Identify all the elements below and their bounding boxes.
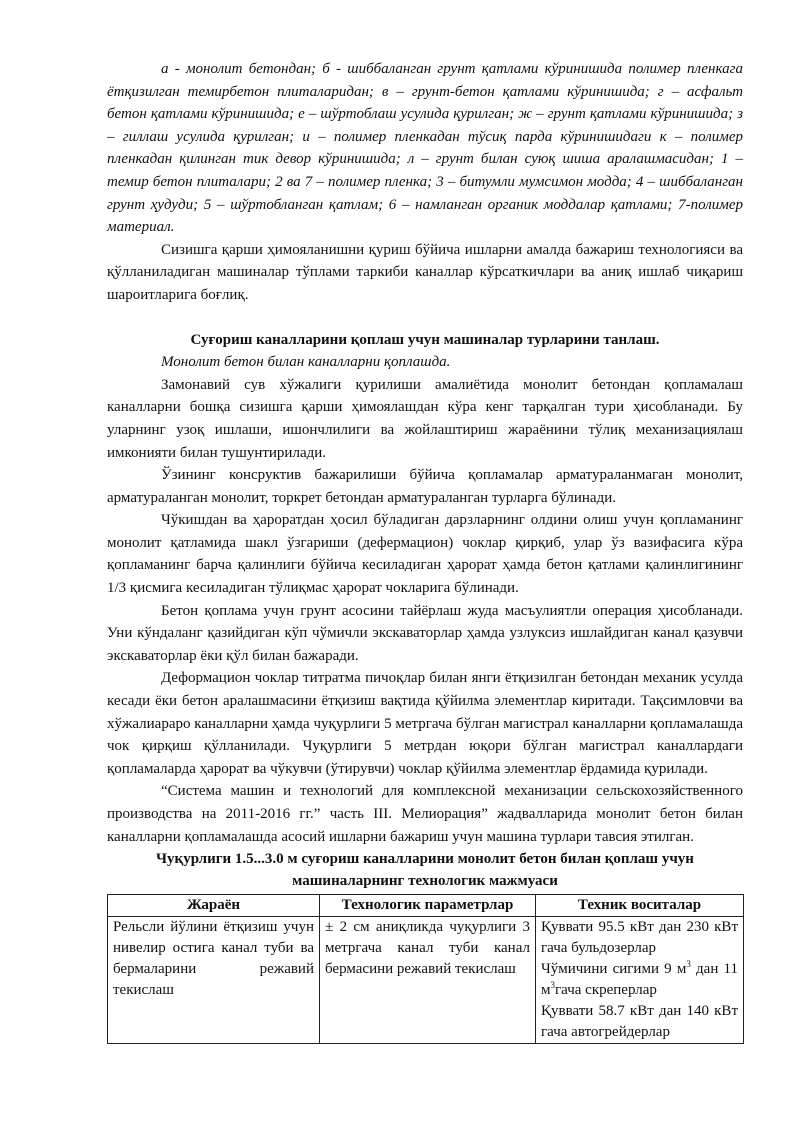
header-tools: Техник воситалар bbox=[536, 895, 744, 917]
paragraph-3: Чўкишдан ва ҳароратдан ҳосил бўладиган дарзларнинг олдини олиш учун қопламанинг монолит қатламида шакл ўзгариши (дефермацион) чоклар қирқиб, улар ўз вазифасига кўра қопламанинг барча қалинлиги бўйича кесиладиган ҳарорат ҳамда бетон қатлами қалинлигининг 1/3 қисмига кесиладиган тўлиқмас ҳарорат чокларига бўлинади. bbox=[107, 512, 743, 597]
header-params: Технологик параметрлар bbox=[320, 895, 536, 917]
machines-table bbox=[107, 894, 744, 1044]
header-process: Жараён bbox=[108, 895, 320, 917]
tool-scrapers bbox=[541, 959, 738, 1001]
paragraph-5: Деформацион чоклар титратма пичоқлар билан янги ётқизилган бетондан механик усулда кесади ёки бетон аралашмасини ётқизиш вақтида қўйилма элементлар киритади. Тақсимловчи ва хўжалиараро каналларни ҳамда чуқурлиги 5 метргача бўлган магистрал каналларни қопламалашда чок қирқиш қўлланилади. Чуқурлиги 5 метрдан юқори бўлган магистрал каналлардаги қопламаларда ҳарорат ва чўкувчи (ўтирувчи) чоклар қўйилма элементлар ёрдамида қурилади. bbox=[107, 670, 743, 777]
table-row bbox=[108, 917, 744, 1044]
cell-tools bbox=[536, 917, 744, 1044]
tool-bulldozers: Қуввати 95.5 кВт дан 230 кВт гача бульдозерлар bbox=[541, 919, 738, 957]
tool-graders: Қуввати 58.7 кВт дан 140 кВт гача автогрейдерлар bbox=[541, 1003, 738, 1041]
table-title: Чуқурлиги 1.5...3.0 м суғориш каналларини монолит бетон билан қоплаш учун машиналарнинг технологик мажмуаси bbox=[156, 851, 694, 890]
superscript-3: 3 bbox=[686, 959, 691, 970]
tool-scrapers-part3: гача скреперлар bbox=[555, 982, 657, 999]
superscript-3b: 3 bbox=[550, 980, 555, 991]
paragraph-4: Бетон қоплама учун грунт асосини тайёрлаш жуда масъулиятли операция ҳисобланади. Уни кўндаланг қазийдиган кўп чўмичли экскаваторлар ҳамда узлуксиз ишлайдиган канал қазувчи экскаваторлар ёки қўл билан бажаради. bbox=[107, 602, 743, 664]
section-heading: Суғориш каналларини қоплаш учун машиналар турларини танлаш. bbox=[190, 331, 660, 348]
paragraph-2: Ўзининг консруктив бажарилиши бўйича қопламалар арматураланмаган монолит, арматураланган монолит, торкрет бетондан арматураланган турларга бўлинади. bbox=[107, 467, 743, 506]
document-page bbox=[107, 58, 743, 1044]
spacer bbox=[107, 307, 743, 329]
paragraph-6: “Система машин и технологий для комплексной механизации сельскохозяйственного производства на 2011-2016 гг.” часть III. Мелиорация” жадвалларида монолит бетон билан каналларни қопламалашда асосий ишларни бажариш учун машина турлари тавсия этилган. bbox=[107, 783, 743, 845]
tool-scrapers-part2: дан 11 м bbox=[541, 961, 738, 999]
cell-process: Рельсли йўлини ётқизиш учун нивелир остига канал туби ва бермаларини режавий текислаш bbox=[108, 917, 320, 1044]
tool-scrapers-part1: Чўмичини сигими 9 м bbox=[541, 961, 687, 978]
subheading: Монолит бетон билан каналларни қоплашда. bbox=[161, 354, 451, 371]
paragraph-1: Замонавий сув хўжалиги қурилиши амалиётида монолит бетондан қопламалаш каналларни бошқа сизишга қарши ҳимоялашдан кўра кенг тарқалган тури ҳисобланади. Бу уларнинг узоқ ишлаши, ишончлилиги ва жойлаштириш жараёнини тўлиқ механизациялаш имконияти билан тушунтирилади. bbox=[107, 376, 743, 461]
intro-paragraph: Сизишга қарши ҳимояланишни қуриш бўйича ишларни амалда бажариш технологияси ва қўлланиладиган машиналар тўплами таркиби каналлар кўрсаткичлари ва аниқ ишлаб чиқариш шароитларига боғлиқ. bbox=[107, 241, 743, 303]
cell-params: ± 2 см аниқликда чуқурлиги 3 метргача канал туби канал бермасини режавий текислаш bbox=[320, 917, 536, 1044]
figure-caption: а - монолит бетондан; б - шиббаланган грунт қатлами кўринишида полимер пленкага ётқизилган темирбетон плиталаридан; в – грунт-бетон қатлами кўринишида; г – асфальт бетон қатлами кўринишида; е – шўртоблаш усулида қурилган; ж – грунт қатлами кўринишида; з – гиллаш усулида қурилган; и – полимер пленкадан тўсиқ парда кўринишидаги к – полимер пленкадан қилинган тик девор кўринишида; л – грунт билан суюқ шиша аралашмасидан; 1 – темир бетон плиталари; 2 ва 7 – полимер пленка; 3 – битумли мумсимон модда; 4 – шиббаланган грунт ҳудуди; 5 – шўртобланган қатлам; 6 – намланган органик моддалар қатлами; 7-полимер материал. bbox=[107, 61, 743, 236]
table-header-row bbox=[108, 895, 744, 917]
